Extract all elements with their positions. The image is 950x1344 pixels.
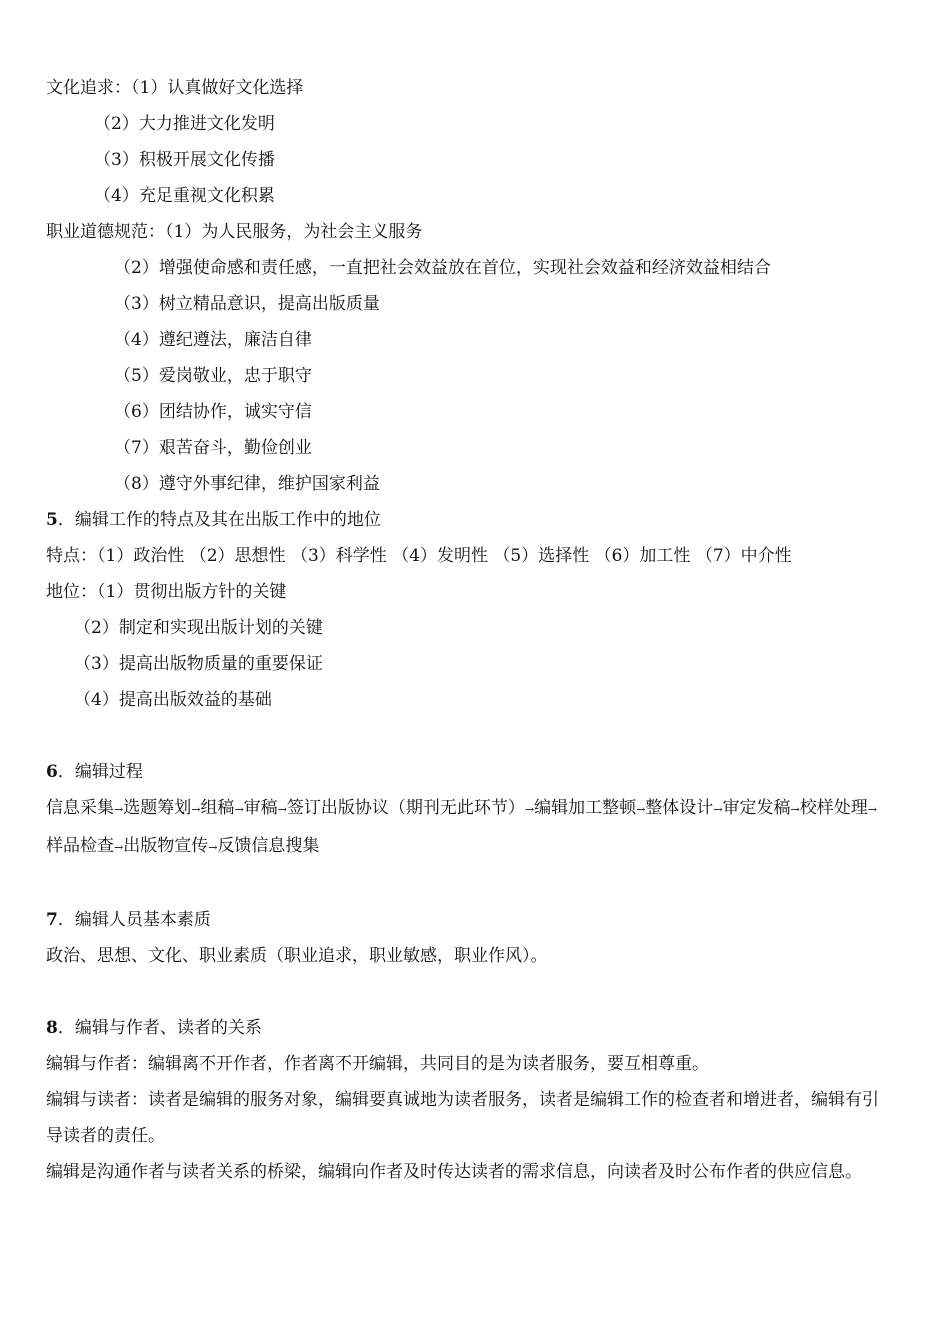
section-number: 5 xyxy=(46,510,58,530)
section-number: 8 xyxy=(46,1018,58,1038)
section-5-heading xyxy=(46,502,896,538)
process-step: 信息采集 xyxy=(46,798,114,818)
arrow-icon: → xyxy=(191,803,201,816)
process-step: 整体设计 xyxy=(645,798,714,818)
culture-item: （3）积极开展文化传播 xyxy=(94,150,275,170)
culture-item: （4）充足重视文化积累 xyxy=(94,186,275,206)
section-7-heading xyxy=(46,902,896,938)
arrow-icon: → xyxy=(713,803,723,816)
relation-paragraph: 编辑与读者：读者是编辑的服务对象，编辑要真诚地为读者服务，读者是编辑工作的检查者和增进者，编辑有引导读者的责任。 xyxy=(46,1090,879,1146)
process-step: 审稿 xyxy=(243,798,278,818)
section-number: 6 xyxy=(46,762,58,782)
section-title: ．编辑与作者、读者的关系 xyxy=(57,1018,262,1038)
document-page xyxy=(46,70,896,1190)
process-step: 组稿 xyxy=(200,798,235,818)
process-step: 选题筹划 xyxy=(123,798,192,818)
status-item: （2）制定和实现出版计划的关键 xyxy=(74,618,323,638)
status-heading: 地位：（1）贯彻出版方针的关键 xyxy=(46,582,287,602)
process-flow xyxy=(46,790,891,866)
section-6-heading xyxy=(46,754,896,790)
section-title: ．编辑工作的特点及其在出版工作中的地位 xyxy=(57,510,381,530)
status-item: （4）提高出版效益的基础 xyxy=(74,690,272,710)
arrow-icon: → xyxy=(524,803,535,816)
arrow-icon: → xyxy=(114,841,124,854)
section-title: ．编辑人员基本素质 xyxy=(57,910,211,930)
arrow-icon: → xyxy=(114,803,124,816)
arrow-icon: → xyxy=(867,803,877,816)
relation-paragraph: 编辑是沟通作者与读者关系的桥梁，编辑向作者及时传达读者的需求信息，向读者及时公布作者的供应信息。 xyxy=(46,1162,862,1182)
ethics-item: （6）团结协作，诚实守信 xyxy=(114,402,312,422)
process-step: 审定发稿 xyxy=(722,798,791,818)
process-step: 编辑加工整顿 xyxy=(534,798,637,818)
status-item: （3）提高出版物质量的重要保证 xyxy=(74,654,323,674)
arrow-icon: → xyxy=(208,841,218,854)
process-step: 样品检查 xyxy=(46,836,114,856)
ethics-heading: 职业道德规范：（1）为人民服务，为社会主义服务 xyxy=(46,222,423,242)
relation-paragraph: 编辑与作者：编辑离不开作者，作者离不开编辑，共同目的是为读者服务，要互相尊重。 xyxy=(46,1054,709,1074)
section-number: 7 xyxy=(46,910,58,930)
process-step: 签订出版协议（期刊无此环节） xyxy=(286,798,525,818)
ethics-item: （5）爱岗敬业，忠于职守 xyxy=(114,366,312,386)
ethics-item: （7）艰苦奋斗，勤俭创业 xyxy=(114,438,312,458)
arrow-icon: → xyxy=(636,803,646,816)
section-title: ．编辑过程 xyxy=(57,762,143,782)
arrow-icon: → xyxy=(790,803,800,816)
arrow-icon: → xyxy=(234,803,244,816)
culture-item: （2）大力推进文化发明 xyxy=(94,114,275,134)
process-step: 校样处理 xyxy=(799,798,868,818)
qualities-text: 政治、思想、文化、职业素质（职业追求，职业敏感，职业作风）。 xyxy=(46,946,548,966)
features-line: 特点：（1）政治性 （2）思想性 （3）科学性 （4）发明性 （5）选择性 （6）加工性 （7）中介性 xyxy=(46,546,792,566)
process-step: 反馈信息搜集 xyxy=(217,836,320,856)
arrow-icon: → xyxy=(277,803,287,816)
ethics-item: （2）增强使命感和责任感，一直把社会效益放在首位，实现社会效益和经济效益相结合 xyxy=(114,258,771,278)
ethics-item: （8）遵守外事纪律，维护国家利益 xyxy=(114,474,380,494)
ethics-item: （4）遵纪遵法，廉洁自律 xyxy=(114,330,312,350)
culture-heading: 文化追求：（1）认真做好文化选择 xyxy=(46,78,304,98)
section-8-heading xyxy=(46,1010,896,1046)
process-step: 出版物宣传 xyxy=(123,836,209,856)
ethics-item: （3）树立精品意识，提高出版质量 xyxy=(114,294,380,314)
